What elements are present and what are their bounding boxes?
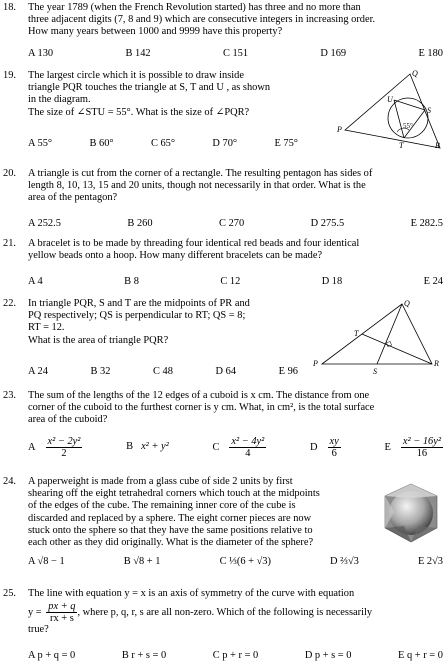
option-b: B x² + y²	[126, 441, 169, 453]
label-q: Q	[404, 299, 410, 308]
option-e: E 96	[278, 366, 298, 377]
label-u: U	[387, 95, 393, 104]
question-text: A triangle is cut from the corner of a rectangle. The resulting pentagon has sides of length 8, 10, 13, 15 and 20 units, though not necessarily in that order. What is the area of the pentagon?	[28, 168, 373, 204]
option-b: B 142	[125, 48, 151, 59]
option-d: D 275.5	[310, 218, 345, 229]
question-number: 23.	[3, 390, 16, 401]
option-b: B 260	[127, 218, 153, 229]
question-number: 24.	[3, 476, 16, 487]
option-a: A 24	[28, 366, 48, 377]
option-b: B √8 + 1	[123, 556, 161, 567]
label-s: S	[427, 106, 431, 115]
option-a: A 4	[28, 276, 43, 287]
question-line-3: true?	[28, 624, 49, 636]
option-d: D ⅔√3	[330, 556, 359, 567]
question-number: 25.	[3, 588, 16, 599]
answer-options	[28, 48, 443, 60]
answer-options	[28, 650, 443, 662]
answer-options	[28, 276, 443, 288]
answer-options	[28, 366, 298, 378]
label-angle: 55°	[403, 122, 413, 130]
question-text: A paperweight is made from a glass cube of side 2 units by first shearing off the eight tetrahedral corners which touch at the midpoints of the edges of the cube. The remaining inner core of the cube is discarded and replaced by a sphere. The eight corner pieces are now stuck onto the sphere so that they have the same positions relative to each other as they did originally. What is the diameter of the sphere?	[28, 476, 320, 549]
option-e: E 2√3	[417, 556, 443, 567]
option-a: A 252.5	[28, 218, 61, 229]
option-e: E $\frac{\text{x² − 16y²}}{16}$	[384, 436, 441, 459]
label-p: P	[313, 359, 318, 368]
paperweight-image	[382, 482, 440, 544]
label-s: S	[373, 367, 377, 374]
question-line-2: y = $\frac{px + q}{rx + s}$ , where p, q, r, s are all non-zero. Which of the following is necessarily	[28, 601, 373, 625]
option-c: C p + r = 0	[212, 650, 259, 661]
option-d: D 64	[215, 366, 237, 377]
option-c: C 65°	[150, 138, 176, 149]
question-number: 21.	[3, 238, 16, 249]
option-c: C 270	[219, 218, 245, 229]
question-number: 22.	[3, 298, 16, 309]
label-r: R	[434, 359, 439, 368]
option-a: A $\frac{\text{x² − 2y²}}{2}$	[28, 436, 81, 459]
answer-options	[28, 436, 443, 459]
option-c: C 48	[153, 366, 173, 377]
option-e: E 75°	[274, 138, 298, 149]
question-number: 20.	[3, 168, 16, 179]
question-text: The sum of the lengths of the 12 edges of a cuboid is x cm. The distance from one corner of the cuboid to the furthest corner is y cm. What, in cm², is the total surface area of the cuboid?	[28, 390, 375, 426]
option-b: B 32	[90, 366, 111, 377]
question-text	[28, 588, 443, 636]
answer-options	[28, 556, 443, 568]
option-b: B r + s = 0	[121, 650, 167, 661]
label-p: P	[337, 125, 342, 134]
option-e: E q + r = 0	[398, 650, 443, 661]
question-text: The year 1789 (when the French Revolution started) has three and no more than three adjacent digits (7, 8 and 9) which are consecutive integers in increasing order. How many years between 1000 and 9999 have this property?	[28, 2, 376, 38]
question-text: In triangle PQR, S and T are the midpoints of PR and PQ respectively; QS is perpendicular to RT; QS = 8; RT = 12. What is the area of triangle PQR?	[28, 298, 250, 346]
answer-options	[28, 218, 443, 230]
option-a: A p + q = 0	[28, 650, 76, 661]
option-c: C 12	[220, 276, 241, 287]
option-d: D 70°	[212, 138, 238, 149]
label-r: R	[435, 141, 440, 150]
incircle-diagram	[335, 70, 445, 150]
option-d: D p + s = 0	[304, 650, 352, 661]
option-b: B 8	[124, 276, 139, 287]
question-number: 19.	[3, 70, 16, 81]
question-text: A bracelet is to be made by threading four identical red beads and four identical yellow beads onto a hoop. How many different bracelets can be made?	[28, 238, 360, 262]
option-e: E 282.5	[410, 218, 443, 229]
label-q: Q	[412, 70, 418, 78]
label-t: T	[354, 329, 359, 338]
question-line-1: The line with equation y = x is an axis of symmetry of the curve with equation	[28, 588, 355, 599]
triangle-diagram	[312, 298, 442, 374]
option-c: C 151	[222, 48, 249, 59]
option-d: D 169	[320, 48, 347, 59]
option-d: D $\frac{xy}{6}$	[310, 436, 339, 459]
option-a: A 55°	[28, 138, 53, 149]
option-d: D 18	[321, 276, 343, 287]
option-a: A √8 − 1	[28, 556, 65, 567]
option-a: A 130	[28, 48, 54, 59]
question-number: 18.	[3, 2, 16, 13]
option-c: C $\frac{\text{x² − 4y²}}{4}$	[212, 436, 265, 459]
option-b: B 60°	[89, 138, 114, 149]
option-c: C ⅓(6 + √3)	[219, 556, 271, 567]
label-t: T	[399, 141, 404, 150]
question-text: The largest circle which it is possible to draw inside triangle PQR touches the triangle at S, T and U , as shown in the diagram. The size of ∠STU = 55°. What is the size of ∠PQR?	[28, 70, 271, 118]
option-e: E 180	[418, 48, 443, 59]
answer-options	[28, 138, 298, 150]
option-e: E 24	[423, 276, 443, 287]
